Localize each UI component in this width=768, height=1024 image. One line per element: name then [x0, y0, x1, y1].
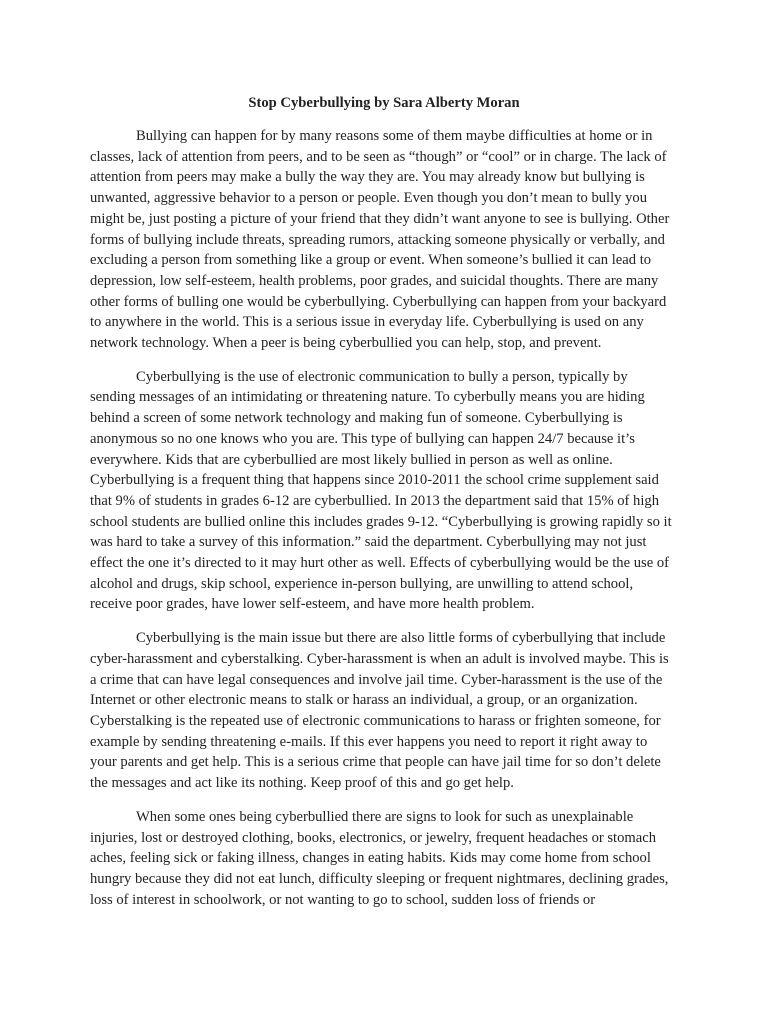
paragraph-4: When some ones being cyberbullied there are signs to look for such as unexplainable injuries, lost or destroyed clothing, books, electronics, or jewelry, frequent headaches or stomach aches, feeling sick or faking illness, changes in eating habits. Kids may come home from school hungry because they did not eat lunch, difficulty sleeping or frequent nightmares, declining grades, loss of interest in schoolwork, or not wanting to go to school, sudden loss of friends or	[90, 808, 669, 908]
paragraph-2: Cyberbullying is the use of electronic communication to bully a person, typically by sending messages of an intimidating or threatening nature. To cyberbully means you are hiding behind a screen of some network technology and making fun of someone. Cyberbullying is anonymous so no one knows who you are. This type of bullying can happen 24/7 because it’s everywhere. Kids that are cyberbullied are most likely bullied in person as well as online. Cyberbullying is a frequent thing that happens since 2010-2011 the school crime supplement said that 9% of students in grades 6-12 are cyberbullied. In 2013 the department said that 15% of high school students are bullied online this includes grades 9-12. “Cyberbullying is growing rapidly so it was hard to take a survey of this information.” said the department. Cyberbullying may not just effect the one it’s directed to it may hurt other as well. Effects of cyberbullying would be the use of alcohol and drugs, skip school, experience in-person bullying, are unwilling to attend school, receive poor grades, have lower self-esteem, and have more health problem.	[90, 368, 672, 613]
paragraph-3: Cyberbullying is the main issue but there are also little forms of cyberbullying that include cyber-harassment and cyberstalking. Cyber-harassment is when an adult is involved maybe. This is a crime that can have legal consequences and involve jail time. Cyber-harassment is the use of the Internet or other electronic means to stalk or harass an individual, a group, or an organization. Cyberstalking is the repeated use of electronic communications to harass or frighten someone, for example by sending threatening e-mails. If this ever happens you need to report it right away to your parents and get help. This is a serious crime that people can have jail time for so don’t delete the messages and act like its nothing. Keep proof of this and go get help.	[90, 630, 669, 792]
document-body	[90, 126, 675, 923]
document-title: Stop Cyberbullying by Sara Alberty Moran	[248, 95, 520, 111]
paragraph-1: Bullying can happen for by many reasons some of them maybe difficulties at home or in classes, lack of attention from peers, and to be seen as “though” or “cool” or in charge. The lack of attention from peers may make a bully the way they are. You may already know but bullying is unwanted, aggressive behavior to a person or people. Even though you don’t mean to bully you might be, just posting a picture of your friend that they didn’t want anyone to see is bullying. Other forms of bullying include threats, spreading rumors, attacking someone physically or verbally, and excluding a person from something like a group or event. When someone’s bullied it can lead to depression, low self-esteem, health problems, poor grades, and suicidal thoughts. There are many other forms of bulling one would be cyberbullying. Cyberbullying can happen from your backyard to anywhere in the world. This is a serious issue in everyday life. Cyberbullying is used on any network technology. When a peer is being cyberbullied you can help, stop, and prevent.	[90, 128, 670, 352]
